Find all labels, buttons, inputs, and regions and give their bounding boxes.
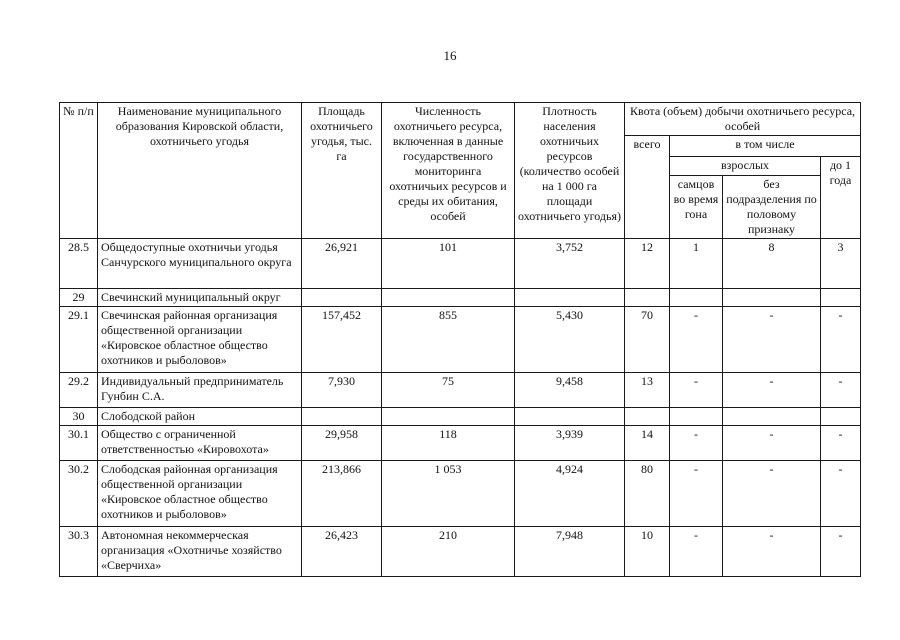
- row-number: 29.1: [60, 307, 98, 373]
- hunting-quota-table: [59, 102, 861, 577]
- row-males: -: [670, 527, 723, 577]
- row-count: 855: [382, 307, 515, 373]
- row-total: [625, 289, 670, 307]
- row-no-sex: -: [723, 307, 821, 373]
- row-no-sex: [723, 408, 821, 426]
- row-name: Автономная некоммерческая организация «Охотничье хозяйство «Сверчиха»: [98, 527, 302, 577]
- row-number: 30.1: [60, 426, 98, 461]
- row-density: 4,924: [515, 461, 625, 527]
- row-total: 10: [625, 527, 670, 577]
- row-area: 7,930: [302, 373, 382, 408]
- row-males: [670, 289, 723, 307]
- row-area: 26,921: [302, 239, 382, 289]
- row-name: Слободской район: [98, 408, 302, 426]
- header-quota: Квота (объем) добычи охотничьего ресурса, особей: [625, 103, 861, 136]
- row-number: 30.2: [60, 461, 98, 527]
- row-males: [670, 408, 723, 426]
- row-no-sex: [723, 289, 821, 307]
- row-under-one-year: [821, 289, 861, 307]
- page-number: 16: [443, 48, 457, 63]
- header-density: Плотность населения охотничьих ресурсов (количество особей на 1 000 га площади охотничьего угодья): [515, 103, 625, 239]
- row-number: 29.2: [60, 373, 98, 408]
- row-under-one-year: 3: [821, 239, 861, 289]
- row-number: 30.3: [60, 527, 98, 577]
- row-area: 26,423: [302, 527, 382, 577]
- row-name: Слободская районная организация общественной организации «Кировское областное общество охотников и рыболовов»: [98, 461, 302, 527]
- row-total: [625, 408, 670, 426]
- row-name: Свечинский муниципальный округ: [98, 289, 302, 307]
- row-area: 29,958: [302, 426, 382, 461]
- table-row: [60, 426, 861, 461]
- header-area: Площадь охотничьего угодья, тыс. га: [302, 103, 382, 239]
- row-males: -: [670, 461, 723, 527]
- row-no-sex: -: [723, 461, 821, 527]
- row-density: 3,939: [515, 426, 625, 461]
- row-total: 80: [625, 461, 670, 527]
- header-number: № п/п: [60, 103, 98, 239]
- row-count: 118: [382, 426, 515, 461]
- row-name: Индивидуальный предприниматель Гунбин С.А.: [98, 373, 302, 408]
- row-count: [382, 408, 515, 426]
- row-total: 70: [625, 307, 670, 373]
- row-density: 9,458: [515, 373, 625, 408]
- row-density: 3,752: [515, 239, 625, 289]
- row-no-sex: -: [723, 373, 821, 408]
- header-no-sex: без подразделения по половому признаку: [723, 176, 821, 239]
- row-density: 7,948: [515, 527, 625, 577]
- row-density: [515, 408, 625, 426]
- table-row: [60, 408, 861, 426]
- row-name: Общедоступные охотничьи угодья Санчурского муниципального округа: [98, 239, 302, 289]
- row-total: 14: [625, 426, 670, 461]
- row-males: -: [670, 426, 723, 461]
- row-density: [515, 289, 625, 307]
- header-males: самцов во время гона: [670, 176, 723, 239]
- row-total: 12: [625, 239, 670, 289]
- row-area: 157,452: [302, 307, 382, 373]
- row-no-sex: -: [723, 426, 821, 461]
- row-males: -: [670, 307, 723, 373]
- row-total: 13: [625, 373, 670, 408]
- row-count: 101: [382, 239, 515, 289]
- row-under-one-year: -: [821, 426, 861, 461]
- row-under-one-year: -: [821, 373, 861, 408]
- row-number: 30: [60, 408, 98, 426]
- header-row: [60, 103, 861, 136]
- table-row: [60, 373, 861, 408]
- table-row: [60, 461, 861, 527]
- row-area: 213,866: [302, 461, 382, 527]
- row-under-one-year: [821, 408, 861, 426]
- row-count: 1 053: [382, 461, 515, 527]
- row-area: [302, 408, 382, 426]
- table-row: [60, 239, 861, 289]
- header-count: Численность охотничьего ресурса, включенная в данные государственного мониторинга охотничьих ресурсов и среды их обитания, особей: [382, 103, 515, 239]
- header-adults: взрослых: [670, 157, 821, 176]
- row-density: 5,430: [515, 307, 625, 373]
- header-total: всего: [625, 136, 670, 239]
- row-males: -: [670, 373, 723, 408]
- row-count: [382, 289, 515, 307]
- row-area: [302, 289, 382, 307]
- row-count: 210: [382, 527, 515, 577]
- row-name: Свечинская районная организация общественной организации «Кировское областное общество охотников и рыболовов»: [98, 307, 302, 373]
- header-name: Наименование муниципального образования Кировской области, охотничьего угодья: [98, 103, 302, 239]
- row-under-one-year: -: [821, 527, 861, 577]
- row-no-sex: 8: [723, 239, 821, 289]
- row-count: 75: [382, 373, 515, 408]
- header-under-one-year: до 1 года: [821, 157, 861, 239]
- row-number: 28.5: [60, 239, 98, 289]
- row-under-one-year: -: [821, 461, 861, 527]
- table-row: [60, 527, 861, 577]
- row-males: 1: [670, 239, 723, 289]
- row-number: 29: [60, 289, 98, 307]
- table-row: [60, 307, 861, 373]
- header-including: в том числе: [670, 136, 861, 157]
- row-name: Общество с ограниченной ответственностью «Кировохота»: [98, 426, 302, 461]
- row-under-one-year: -: [821, 307, 861, 373]
- table-row: [60, 289, 861, 307]
- row-no-sex: -: [723, 527, 821, 577]
